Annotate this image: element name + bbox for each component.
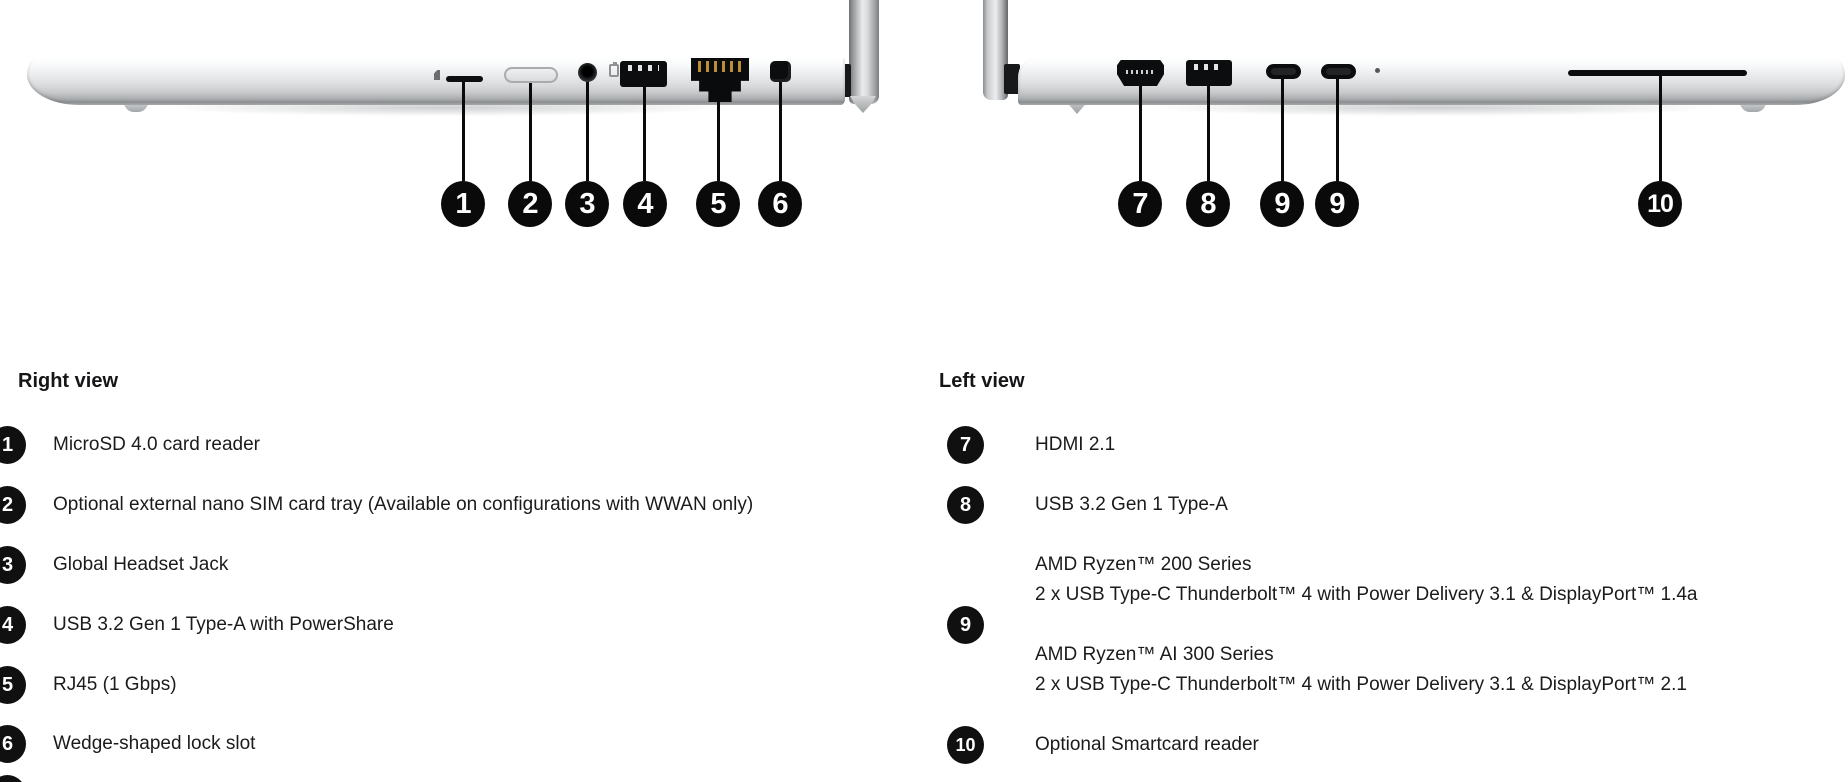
callout-3: 3 <box>565 181 609 227</box>
legend-label-7: HDMI 2.1 <box>1035 434 1116 455</box>
usb-a-port-left <box>1186 60 1232 86</box>
callout-7: 7 <box>1118 181 1162 227</box>
legend-label-4: USB 3.2 Gen 1 Type-A with PowerShare <box>53 614 394 635</box>
leader-line-6 <box>779 80 782 181</box>
legend-badge-4: 4 <box>0 606 26 644</box>
leader-line-5 <box>717 100 720 181</box>
legend-badge-8: 8 <box>947 486 984 524</box>
microphone-dot <box>1375 68 1380 73</box>
callout-8: 8 <box>1186 181 1230 227</box>
legend-badge-6: 6 <box>0 725 26 763</box>
leader-line-3 <box>586 80 589 181</box>
callout-1: 1 <box>441 181 485 227</box>
leader-line-8 <box>1207 84 1210 181</box>
legend-label-6: Wedge-shaped lock slot <box>53 733 256 754</box>
callout-10: 10 <box>1638 181 1682 227</box>
legend-row-10 <box>0 726 1848 764</box>
legend-label-3: Global Headset Jack <box>53 554 229 575</box>
legend-badge-3: 3 <box>0 546 26 584</box>
usb-c-port-2 <box>1321 64 1356 79</box>
clipped-next-badge <box>0 775 26 782</box>
nano-sim-tray <box>504 67 558 83</box>
legend-badge-7: 7 <box>947 426 984 464</box>
hdmi-port <box>1117 60 1164 86</box>
laptop-right-screen-edge <box>849 0 879 104</box>
legend-label-9-line-4: 2 x USB Type-C Thunderbolt™ 4 with Power Delivery 3.1 & DisplayPort™ 2.1 <box>1035 674 1687 695</box>
legend-row-4 <box>0 606 1848 644</box>
leader-line-2 <box>529 81 532 181</box>
leader-line-4 <box>643 85 646 181</box>
callout-9a: 9 <box>1260 181 1304 227</box>
legend-badge-5: 5 <box>0 666 26 704</box>
legend-label-9-line-2: 2 x USB Type-C Thunderbolt™ 4 with Power Delivery 3.1 & DisplayPort™ 1.4a <box>1035 584 1698 605</box>
callout-9b: 9 <box>1315 181 1359 227</box>
legend-badge-2: 2 <box>0 486 26 524</box>
legend-label-9-line-1: AMD Ryzen™ 200 Series <box>1035 554 1252 575</box>
legend-badge-1: 1 <box>0 426 26 464</box>
smartcard-reader-slot <box>1568 70 1747 76</box>
legend-label-5: RJ45 (1 Gbps) <box>53 674 177 695</box>
callout-2: 2 <box>508 181 552 227</box>
callout-6: 6 <box>758 181 802 227</box>
legend-label-2: Optional external nano SIM card tray (Available on configurations with WWAN only) <box>53 494 754 515</box>
legend-label-9-line-3: AMD Ryzen™ AI 300 Series <box>1035 644 1274 665</box>
laptop-right-rear-foot <box>850 96 876 113</box>
legend-label-10: Optional Smartcard reader <box>1035 734 1259 755</box>
legend-row-7 <box>0 426 1848 464</box>
legend-label-1: MicroSD 4.0 card reader <box>53 434 260 455</box>
microsd-card-reader-slot <box>446 76 483 82</box>
legend-row-8 <box>0 486 1848 524</box>
usb-a-port-right <box>620 61 667 87</box>
powershare-battery-icon <box>609 64 619 77</box>
headset-jack-port <box>578 63 597 82</box>
leader-line-9a <box>1281 77 1284 181</box>
leader-line-7 <box>1139 84 1142 181</box>
legend-row-3 <box>0 546 1848 584</box>
left-view-heading: Left view <box>939 370 1025 392</box>
legend-label-8: USB 3.2 Gen 1 Type-A <box>1035 494 1228 515</box>
legend-badge-10: 10 <box>947 726 984 764</box>
usb-c-port-1 <box>1266 64 1301 79</box>
callout-4: 4 <box>623 181 667 227</box>
right-view-heading: Right view <box>18 370 119 392</box>
leader-line-9b <box>1336 77 1339 181</box>
legend-badge-9: 9 <box>947 606 984 644</box>
leader-line-1 <box>462 80 465 181</box>
wedge-lock-slot <box>770 61 791 82</box>
callout-5: 5 <box>696 181 740 227</box>
leader-line-10 <box>1659 74 1662 181</box>
